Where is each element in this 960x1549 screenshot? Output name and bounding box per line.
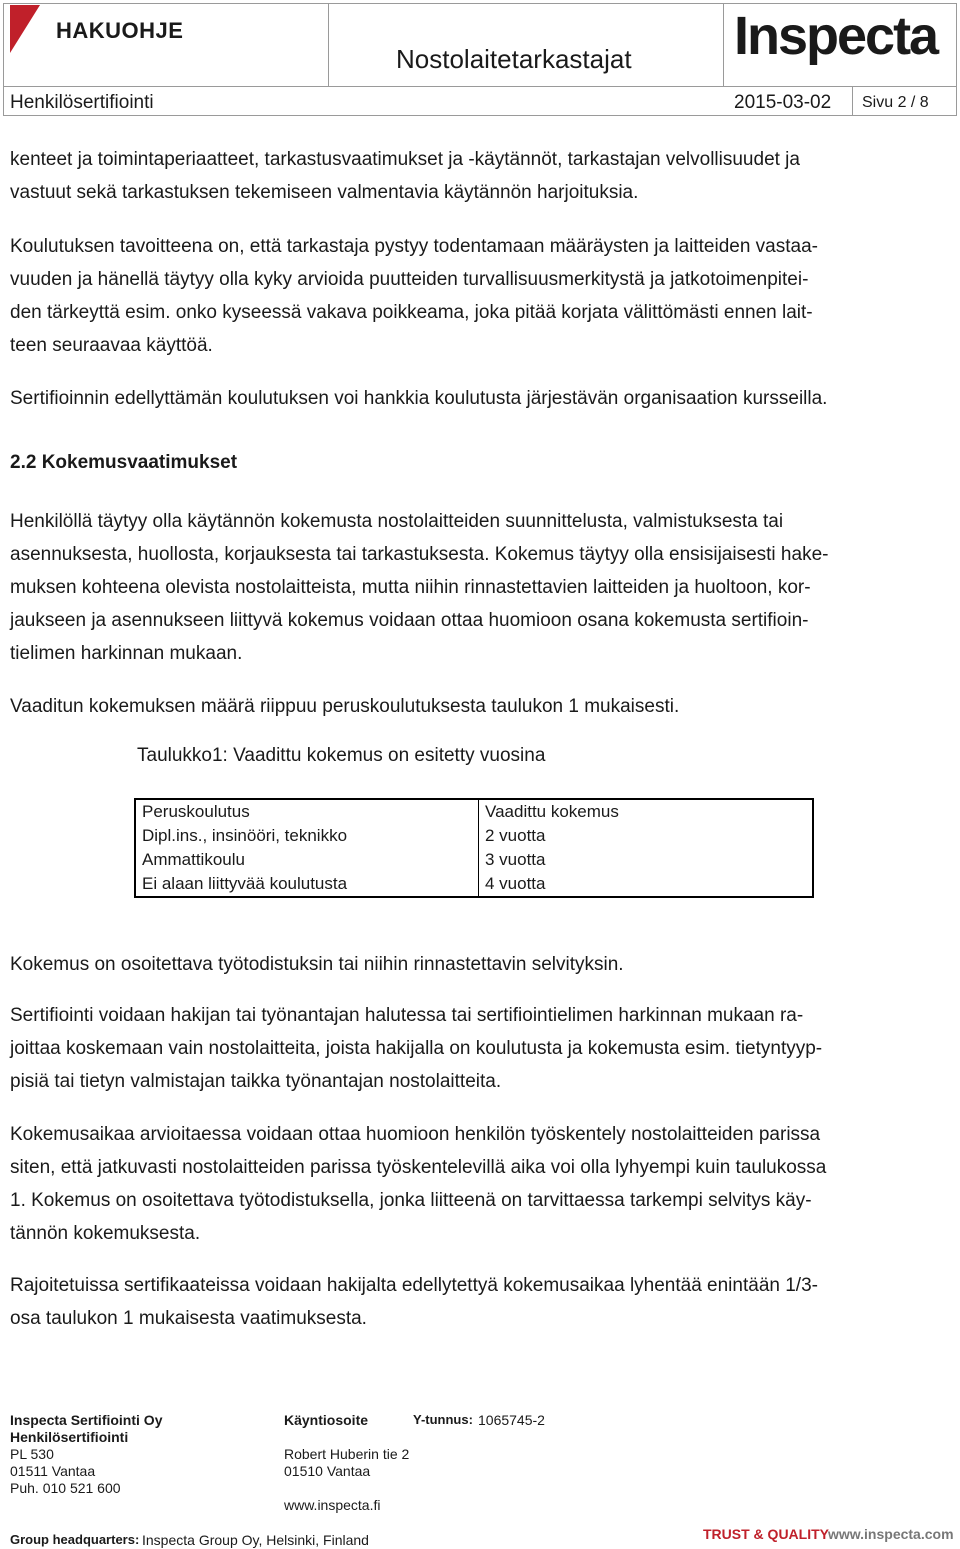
footer-street: Robert Huberin tie 2 (284, 1446, 410, 1462)
header-subtitle: Henkilösertifiointi (10, 92, 154, 113)
table-row (135, 799, 813, 824)
paragraph (10, 382, 940, 415)
table-cell: Ammattikoulu (135, 848, 479, 872)
header-divider (852, 87, 853, 116)
paragraph (10, 999, 940, 1098)
trust-quality-logo: TRUST & QUALITY (703, 1526, 829, 1542)
header-divider (3, 86, 957, 87)
text-line: joittaa koskemaan vain nostolaitteita, joista hakijalla on koulutusta ja kokemusta esim. tietyntyyp- (10, 1038, 823, 1059)
table-cell: 2 vuotta (485, 826, 546, 845)
table-cell: Dipl.ins., insinööri, teknikko (135, 824, 479, 848)
paragraph (10, 1118, 940, 1250)
footer-ytunnus: 1065745-2 (478, 1412, 545, 1428)
text-line: 1. Kokemus on osoitettava työtodistuksella, jonka liitteenä on tarvittaessa tarkempi selvitys käy- (10, 1190, 812, 1211)
text-line: jaukseen ja asennukseen liittyvä kokemus voidaan ottaa huomioon osana kokemusta sertifioin- (10, 610, 809, 631)
table-row (135, 872, 813, 897)
paragraph (10, 1269, 940, 1335)
table-cell: 3 vuotta (485, 850, 546, 869)
document-title: Nostolaitetarkastajat (396, 44, 632, 74)
header-date: 2015-03-02 (734, 92, 832, 113)
footer-unit: Henkilösertifiointi (10, 1429, 129, 1445)
table-caption: Taulukko1: Vaadittu kokemus on esitetty vuosina (137, 745, 546, 766)
table-row (135, 824, 813, 848)
paragraph (10, 505, 940, 670)
text-line: vastuut sekä tarkastuksen tekemiseen valmentavia käytännön harjoituksia. (10, 182, 639, 203)
text-line: osa taulukon 1 mukaisesta vaatimuksesta. (10, 1308, 367, 1329)
text-line: kenteet ja toimintaperiaatteet, tarkastusvaatimukset ja -käytännöt, tarkastajan velvollisuudet ja (10, 149, 800, 170)
footer-po-box: PL 530 (10, 1446, 54, 1462)
footer-url[interactable]: www.inspecta.com (828, 1526, 954, 1542)
paragraph (10, 690, 940, 723)
inspecta-logo: Inspecta (734, 6, 938, 66)
doc-type-label: HAKUOHJE (56, 18, 184, 43)
text-line: Koulutuksen tavoitteena on, että tarkastaja pystyy todentamaan määräysten ja laitteiden vastaa- (10, 236, 818, 257)
footer-hq: Inspecta Group Oy, Helsinki, Finland (142, 1532, 369, 1548)
text-line: muksen kohteena olevista nostolaitteista, mutta niihin rinnastettavien laitteiden ja huoltoon, kor- (10, 577, 811, 598)
text-line: Vaaditun kokemuksen määrä riippuu peruskoulutuksesta taulukon 1 mukaisesti. (10, 696, 680, 717)
footer-phone: Puh. 010 521 600 (10, 1480, 121, 1496)
paragraph (10, 143, 940, 209)
text-line: asennuksesta, huollosta, korjauksesta tai tarkastuksesta. Kokemus täytyy olla ensisijaisesti hake- (10, 544, 829, 565)
footer-ytunnus-label: Y-tunnus: (413, 1412, 473, 1427)
table-cell: Peruskoulutus (135, 799, 479, 824)
text-line: vuuden ja hänellä täytyy olla kyky arvioida puutteiden turvallisuusmerkitystä ja jatkotoimenpitei- (10, 269, 809, 290)
footer-postal: 01510 Vantaa (284, 1463, 371, 1479)
footer-company: Inspecta Sertifiointi Oy (10, 1412, 163, 1428)
text-line: Kokemusaikaa arvioitaessa voidaan ottaa huomioon henkilön työskentely nostolaitteiden parissa (10, 1124, 821, 1145)
table-row (135, 848, 813, 872)
header-divider (328, 3, 329, 86)
footer-website[interactable]: www.inspecta.fi (284, 1497, 381, 1513)
page-number: Sivu 2 / 8 (862, 94, 929, 111)
text-line: teen seuraavaa käyttöä. (10, 335, 213, 356)
footer-visit-label: Käyntiosoite (284, 1412, 369, 1428)
text-line: pisiä tai tietyn valmistajan taikka työnantajan nostolaitteita. (10, 1071, 502, 1092)
flag-icon (10, 5, 40, 53)
experience-table (134, 798, 814, 898)
text-line: den tärkeyttä esim. onko kyseessä vakava poikkeama, joka pitää korjata välittömästi ennen lait- (10, 302, 813, 323)
header-divider (723, 3, 724, 86)
paragraph (10, 948, 940, 981)
text-line: tielimen harkinnan mukaan. (10, 643, 243, 664)
text-line: Sertifioinnin edellyttämän koulutuksen voi hankkia koulutusta järjestävän organisaation kursseilla. (10, 388, 828, 409)
footer-postal: 01511 Vantaa (10, 1463, 96, 1479)
text-line: Henkilöllä täytyy olla käytännön kokemusta nostolaitteiden suunnittelusta, valmistuksesta tai (10, 511, 784, 532)
text-line: siten, että jatkuvasti nostolaitteiden parissa työskentelevillä aika voi olla lyhyempi kuin taulukossa (10, 1157, 827, 1178)
text-line: Kokemus on osoitettava työtodistuksin tai niihin rinnastettavin selvityksin. (10, 954, 624, 975)
text-line: Rajoitetuissa sertifikaateissa voidaan hakijalta edellytettyä kokemusaikaa lyhentää enintään 1/3- (10, 1275, 818, 1296)
footer-hq-label: Group headquarters: (10, 1532, 140, 1547)
table-cell: Ei alaan liittyvää koulutusta (135, 872, 479, 897)
table-cell: Vaadittu kokemus (485, 802, 619, 821)
text-line: Sertifiointi voidaan hakijan tai työnantajan halutessa tai sertifiointielimen harkinnan mukaan ra- (10, 1005, 804, 1026)
section-heading: 2.2 Kokemusvaatimukset (10, 452, 238, 473)
table-cell: 4 vuotta (485, 874, 546, 893)
paragraph (10, 230, 940, 362)
text-line: tännön kokemuksesta. (10, 1223, 201, 1244)
